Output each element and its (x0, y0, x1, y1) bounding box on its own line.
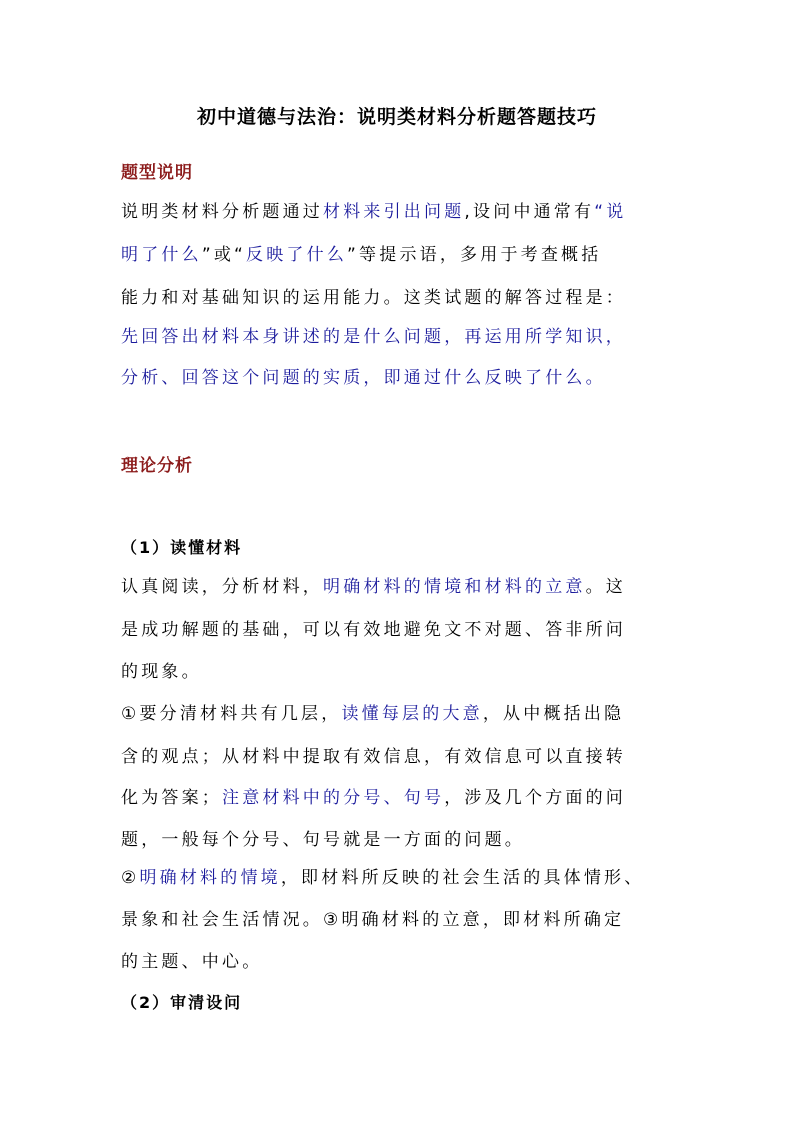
text-line (121, 618, 681, 642)
body-text: ，即材料所反映的社会生活的具体情形、 (280, 868, 645, 888)
text-line (121, 660, 681, 684)
subheading-read-material: （1）读懂材料 (121, 538, 243, 557)
body-text: ①要分清材料共有几层， (121, 704, 342, 724)
highlight-text: 读懂每层的大意 (341, 704, 483, 724)
body-text: ，从中概括出隐 (482, 704, 625, 724)
section-heading-theory: 理论分析 (121, 456, 193, 476)
highlight-text: 注意材料中的分号、句号 (222, 788, 445, 808)
text-line (121, 866, 681, 890)
highlight-text: 反映了什么 (246, 245, 348, 265)
body-text: 化为答案； (121, 788, 222, 808)
body-text: 是成功解题的基础，可以有效地避免文不对题、答非所问 (121, 620, 626, 640)
subheading-review-question: （2）审清设问 (121, 993, 243, 1012)
body-text: 的主题、中心。 (121, 952, 263, 972)
text-line (121, 950, 681, 974)
body-text: ，涉及几个方面的问 (444, 788, 627, 808)
body-text: ,设问中通常有 (464, 202, 595, 222)
text-line (121, 243, 681, 267)
highlight-text: 明确材料的情境和材料的立意 (323, 577, 586, 597)
highlight-text: 明确材料的情境 (139, 868, 281, 888)
text-line (121, 366, 681, 390)
body-text: ② (121, 868, 140, 888)
body-text: 。这 (585, 577, 627, 597)
body-text: ”或“ (201, 245, 247, 265)
text-line (121, 286, 681, 310)
body-text: 的现象。 (121, 662, 202, 682)
section-heading-question-type: 题型说明 (121, 163, 193, 183)
body-text: 景象和社会生活情况。③明确材料的立意，即材料所确定 (121, 910, 625, 930)
text-line (121, 786, 681, 810)
text-line (121, 828, 681, 852)
body-text: 认真阅读，分析材料， (121, 577, 323, 597)
body-text: 能力和对基础知识的运用能力。这类试题的解答过程是： (121, 288, 626, 308)
text-line (121, 200, 681, 224)
body-text: 含的观点；从材料中提取有效信息，有效信息可以直接转 (121, 747, 626, 767)
text-line (121, 908, 681, 932)
body-text: 说明类材料分析题通过 (121, 202, 323, 222)
highlight-text: 分析、回答这个问题的实质，即通过什么反映了什么。 (121, 368, 606, 388)
body-text: 题，一般每个分号、句号就是一方面的问题。 (121, 830, 525, 850)
highlight-text: 材料来引出问题 (323, 202, 465, 222)
highlight-text: “说 (594, 202, 627, 222)
highlight-text: 明了什么 (121, 245, 202, 265)
text-line (121, 575, 681, 599)
page-title: 初中道德与法治：说明类材料分析题答题技巧 (196, 106, 597, 128)
text-line (121, 745, 681, 769)
text-line (121, 702, 681, 726)
body-text: ”等提示语，多用于考查概括 (347, 245, 602, 265)
highlight-text: 先回答出材料本身讲述的是什么问题，再运用所学知识， (121, 327, 626, 347)
text-line (121, 325, 681, 349)
